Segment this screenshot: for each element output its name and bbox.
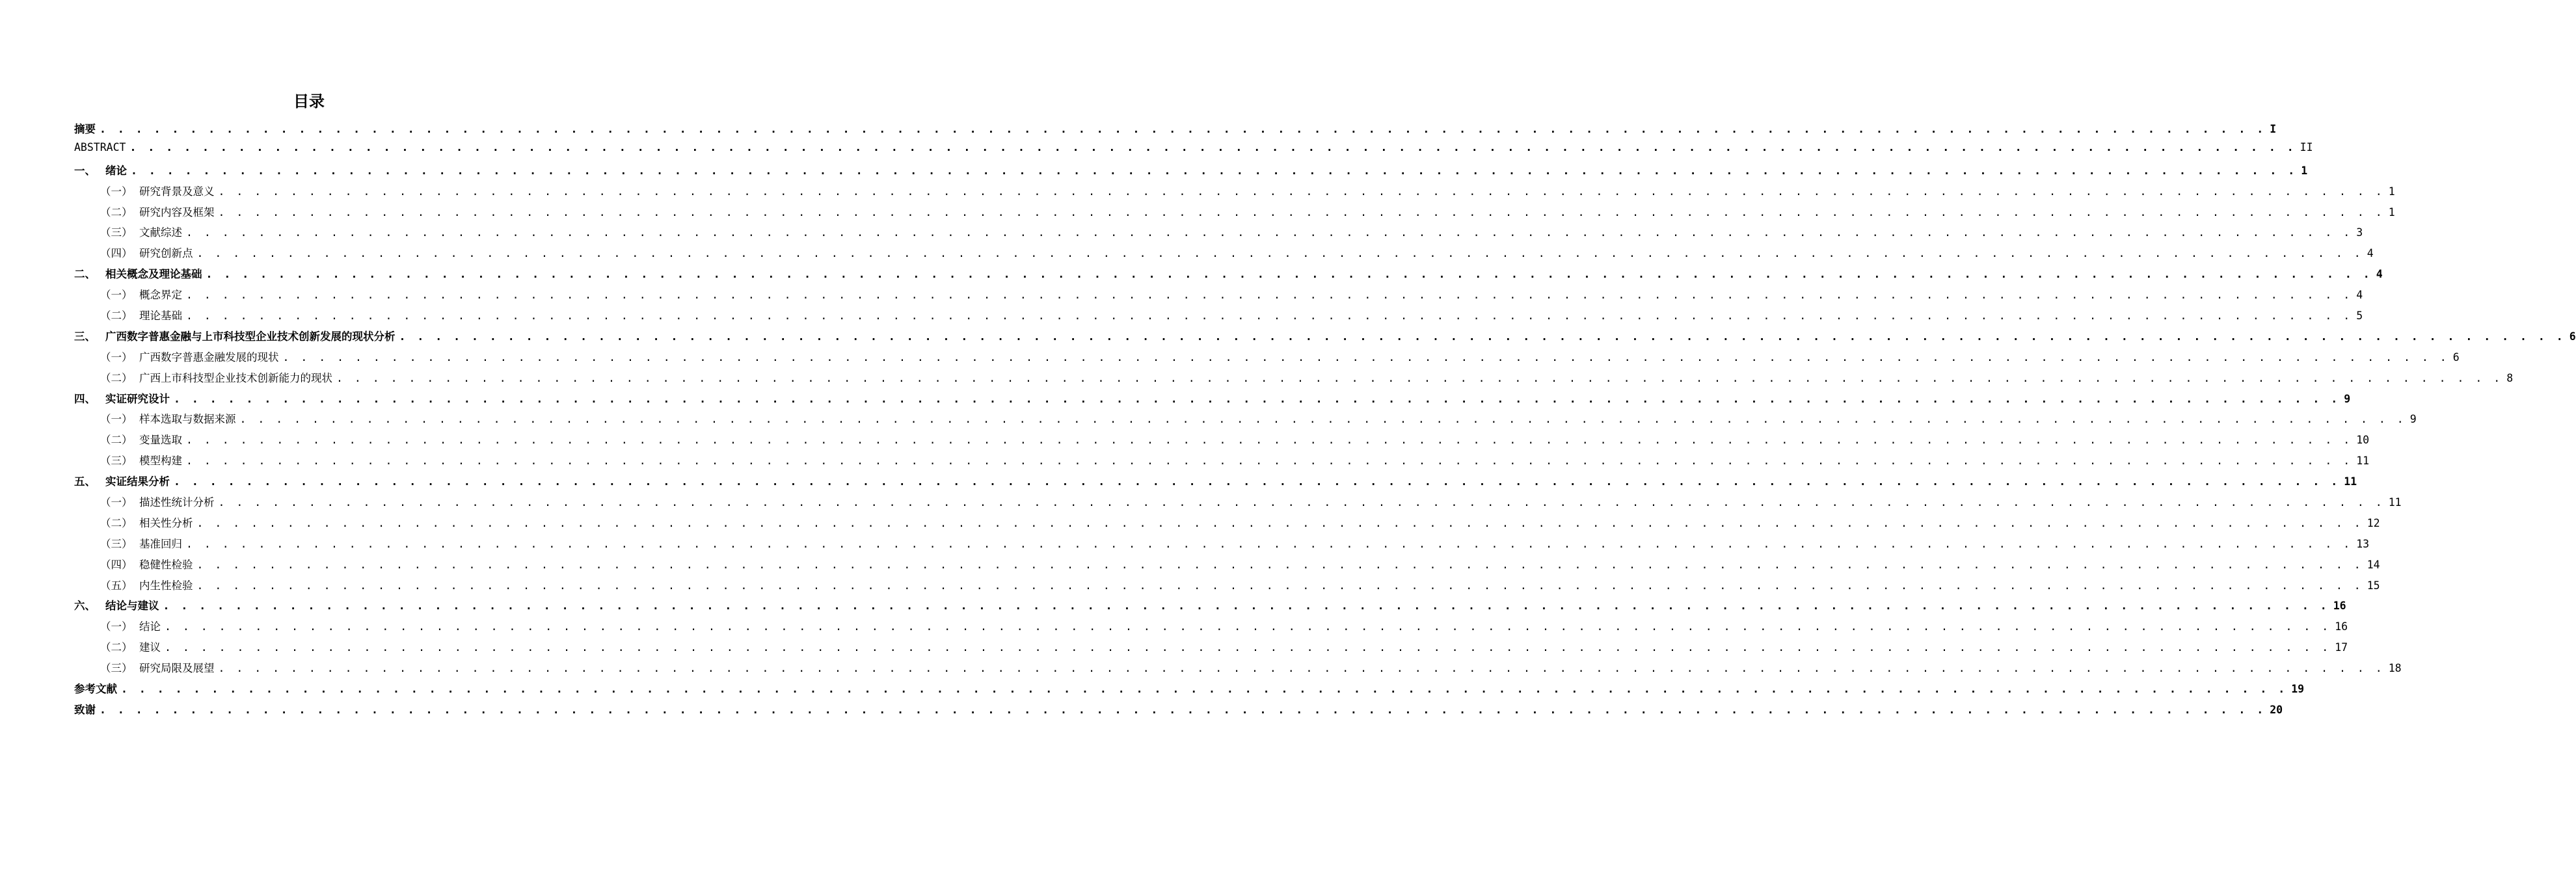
toc-entry-page-number: 14	[2367, 558, 2380, 571]
toc-entry-number: （二）	[100, 310, 133, 323]
toc-entry-number: （二）	[100, 641, 133, 654]
toc-entry[interactable]	[74, 224, 2363, 245]
toc-entry-label: ABSTRACT	[74, 140, 126, 153]
toc-entry-page-number: 12	[2367, 516, 2380, 529]
toc-entry-number: 一、	[74, 164, 96, 177]
toc-entry-label: 参考文献	[74, 683, 117, 696]
toc-entry-page-number: 11	[2388, 496, 2402, 509]
toc-dot-leader: . . . . . . . . . . . . . . . . . . . . . . . . . . . . . . . . . . . . . . . . . . . . . . . . . . . . . . . . . . . . . . . . . . . . . . . . . . . . . . . . . . . . . . . . . . . . . . . . . . . . . . . . . . . . . . . . . . . . . . . .	[206, 268, 2372, 281]
toc-entry-page-number: 20	[2270, 703, 2283, 716]
toc-entry-label: 理论基础	[139, 310, 182, 323]
toc-dot-leader: . . . . . . . . . . . . . . . . . . . . . . . . . . . . . . . . . . . . . . . . . . . . . . . . . . . . . . . . . . . . . . . . . . . . . . . . . . . . . . . . . . . . . . . . . . . . . . . . . . . . . . . . . . . . . . . . . . . . . . . .	[218, 662, 2385, 675]
toc-entry[interactable]	[74, 390, 2351, 411]
toc-entry-number: 五、	[74, 475, 96, 488]
toc-dot-leader: . . . . . . . . . . . . . . . . . . . . . . . . . . . . . . . . . . . . . . . . . . . . . . . . . . . . . . . . . . . . . . . . . . . . . . . . . . . . . . . . . . . . . . . . . . . . . . . . . . . . . . . . . . . . . . . . . . . . . . . .	[186, 455, 2353, 468]
toc-entry-number: 三、	[74, 330, 96, 343]
toc-entry-number: （三）	[100, 226, 133, 239]
toc-entry-number: 六、	[74, 600, 96, 613]
toc-entry-number: （一）	[100, 289, 133, 302]
toc-entry[interactable]	[74, 328, 2576, 349]
toc-entry-page-number: 6	[2569, 330, 2576, 343]
toc-entry[interactable]	[74, 140, 2313, 162]
toc-entry-label: 建议	[139, 641, 161, 654]
toc-entry[interactable]	[74, 701, 2283, 722]
toc-entry-page-number: 19	[2291, 683, 2305, 696]
toc-entry-number: （一）	[100, 351, 133, 364]
toc-entry[interactable]	[74, 535, 2370, 556]
toc-entry-page-number: 6	[2452, 351, 2460, 364]
toc-entry-page-number: 1	[2388, 205, 2395, 218]
toc-dot-leader: . . . . . . . . . . . . . . . . . . . . . . . . . . . . . . . . . . . . . . . . . . . . . . . . . . . . . . . . . . . . . . . . . . . . . . . . . . . . . . . . . . . . . . . . . . . . . . . . . . . . . . . . . . . . . . . . . . . . . . . .	[174, 392, 2341, 405]
toc-entry-label: 内生性检验	[139, 579, 193, 592]
toc-dot-leader: . . . . . . . . . . . . . . . . . . . . . . . . . . . . . . . . . . . . . . . . . . . . . . . . . . . . . . . . . . . . . . . . . . . . . . . . . . . . . . . . . . . . . . . . . . . . . . . . . . . . . . . . . . . . . . . . . . . . . . . .	[399, 330, 2566, 343]
toc-entry[interactable]	[74, 618, 2348, 639]
toc-entry[interactable]	[74, 410, 2417, 431]
toc-dot-leader: . . . . . . . . . . . . . . . . . . . . . . . . . . . . . . . . . . . . . . . . . . . . . . . . . . . . . . . . . . . . . . . . . . . . . . . . . . . . . . . . . . . . . . . . . . . . . . . . . . . . . . . . . . . . . . . . . . . . . . . .	[196, 247, 2363, 260]
toc-entry-label: 结论与建议	[105, 600, 159, 613]
toc-dot-leader: . . . . . . . . . . . . . . . . . . . . . . . . . . . . . . . . . . . . . . . . . . . . . . . . . . . . . . . . . . . . . . . . . . . . . . . . . . . . . . . . . . . . . . . . . . . . . . . . . . . . . . . . . . . . . . . . . . . . . . . .	[218, 205, 2385, 218]
toc-entry-label: 基准回归	[139, 537, 182, 550]
toc-entry-number: （二）	[100, 205, 133, 218]
toc-dot-leader: . . . . . . . . . . . . . . . . . . . . . . . . . . . . . . . . . . . . . . . . . . . . . . . . . . . . . . . . . . . . . . . . . . . . . . . . . . . . . . . . . . . . . . . . . . . . . . . . . . . . . . . . . . . . . . . . . . . . . . . .	[239, 413, 2406, 426]
toc-entry-number: 二、	[74, 268, 96, 281]
toc-entry-number: 四、	[74, 392, 96, 405]
toc-entry-label: 文献综述	[139, 226, 182, 239]
toc-entry-page-number: 17	[2335, 641, 2348, 654]
toc-entry[interactable]	[74, 680, 2305, 701]
toc-entry[interactable]	[74, 597, 2346, 618]
toc-dot-leader: . . . . . . . . . . . . . . . . . . . . . . . . . . . . . . . . . . . . . . . . . . . . . . . . . . . . . . . . . . . . . . . . . . . . . . . . . . . . . . . . . . . . . . . . . . . . . . . . . . . . . . . . . . . . . . . . . . . . . . . .	[131, 164, 2298, 177]
toc-entry-page-number: 8	[2506, 371, 2514, 384]
toc-entry-label: 变量选取	[139, 434, 182, 447]
toc-entry-label: 相关性分析	[139, 516, 193, 529]
toc-dot-leader: . . . . . . . . . . . . . . . . . . . . . . . . . . . . . . . . . . . . . . . . . . . . . . . . . . . . . . . . . . . . . . . . . . . . . . . . . . . . . . . . . . . . . . . . . . . . . . . . . . . . . . . . . . . . . . . . . . . . . . . .	[186, 289, 2353, 302]
toc-entry-number: （二）	[100, 434, 133, 447]
toc-entry-page-number: 11	[2344, 475, 2357, 488]
toc-dot-leader: . . . . . . . . . . . . . . . . . . . . . . . . . . . . . . . . . . . . . . . . . . . . . . . . . . . . . . . . . . . . . . . . . . . . . . . . . . . . . . . . . . . . . . . . . . . . . . . . . . . . . . . . . . . . . . . . . . . . . . . .	[163, 600, 2329, 613]
toc-entry[interactable]	[74, 245, 2374, 265]
toc-entry-page-number: 11	[2356, 455, 2370, 468]
toc-entry[interactable]	[74, 265, 2383, 286]
toc-entry[interactable]	[74, 659, 2402, 680]
toc-entry-label: 模型构建	[139, 455, 182, 468]
toc-entry-label: 研究创新点	[139, 247, 193, 260]
toc-entry[interactable]	[74, 204, 2395, 224]
toc-entry-page-number: 1	[2301, 164, 2308, 177]
toc-entry-number: （二）	[100, 371, 133, 384]
toc-dot-leader: . . . . . . . . . . . . . . . . . . . . . . . . . . . . . . . . . . . . . . . . . . . . . . . . . . . . . . . . . . . . . . . . . . . . . . . . . . . . . . . . . . . . . . . . . . . . . . . . . . . . . . . . . . . . . . . . . . . . . . . .	[100, 703, 2266, 716]
toc-dot-leader: . . . . . . . . . . . . . . . . . . . . . . . . . . . . . . . . . . . . . . . . . . . . . . . . . . . . . . . . . . . . . . . . . . . . . . . . . . . . . . . . . . . . . . . . . . . . . . . . . . . . . . . . . . . . . . . . . . . . . . . .	[196, 558, 2363, 571]
toc-entry-number: （一）	[100, 185, 133, 198]
toc-entry-label: 实证结果分析	[105, 475, 170, 488]
toc-entry[interactable]	[74, 349, 2460, 369]
toc-entry-page-number: 15	[2367, 579, 2380, 592]
toc-entry-page-number: 1	[2388, 185, 2395, 198]
toc-entry-label: 研究内容及框架	[139, 205, 215, 218]
toc-entry-label: 样本选取与数据来源	[139, 413, 236, 426]
toc-entry[interactable]	[74, 286, 2363, 307]
toc-dot-leader: . . . . . . . . . . . . . . . . . . . . . . . . . . . . . . . . . . . . . . . . . . . . . . . . . . . . . . . . . . . . . . . . . . . . . . . . . . . . . . . . . . . . . . . . . . . . . . . . . . . . . . . . . . . . . . . . . . . . . . . .	[282, 351, 2449, 364]
toc-entry-number: （三）	[100, 537, 133, 550]
toc-entry-label: 摘要	[74, 123, 96, 135]
toc-entry[interactable]	[74, 514, 2380, 535]
toc-title: 目录	[293, 92, 325, 111]
toc-entry[interactable]	[74, 556, 2380, 577]
toc-entry-number: （四）	[100, 558, 133, 571]
toc-dot-leader: . . . . . . . . . . . . . . . . . . . . . . . . . . . . . . . . . . . . . . . . . . . . . . . . . . . . . . . . . . . . . . . . . . . . . . . . . . . . . . . . . . . . . . . . . . . . . . . . . . . . . . . . . . . . . . . . . . . . . . . .	[121, 683, 2288, 696]
toc-entry[interactable]	[74, 307, 2363, 328]
table-of-contents	[74, 120, 2576, 722]
toc-entry-page-number: 5	[2356, 310, 2363, 323]
toc-dot-leader: . . . . . . . . . . . . . . . . . . . . . . . . . . . . . . . . . . . . . . . . . . . . . . . . . . . . . . . . . . . . . . . . . . . . . . . . . . . . . . . . . . . . . . . . . . . . . . . . . . . . . . . . . . . . . . . . . . . . . . . .	[186, 310, 2353, 323]
toc-entry[interactable]	[74, 183, 2395, 204]
toc-entry-label: 广西数字普惠金融与上市科技型企业技术创新发展的现状分析	[105, 330, 396, 343]
toc-dot-leader: . . . . . . . . . . . . . . . . . . . . . . . . . . . . . . . . . . . . . . . . . . . . . . . . . . . . . . . . . . . . . . . . . . . . . . . . . . . . . . . . . . . . . . . . . . . . . . . . . . . . . . . . . . . . . . . . . . . . . . . .	[100, 123, 2266, 135]
toc-entry-label: 研究背景及意义	[139, 185, 215, 198]
toc-entry-number: （一）	[100, 413, 133, 426]
toc-entry-page-number: I	[2270, 123, 2277, 135]
toc-entry-page-number: 3	[2356, 226, 2363, 239]
toc-entry-page-number: 9	[2344, 392, 2351, 405]
toc-entry-page-number: 13	[2356, 537, 2370, 550]
toc-entry-number: （三）	[100, 662, 133, 675]
toc-entry-number: （三）	[100, 455, 133, 468]
toc-dot-leader: . . . . . . . . . . . . . . . . . . . . . . . . . . . . . . . . . . . . . . . . . . . . . . . . . . . . . . . . . . . . . . . . . . . . . . . . . . . . . . . . . . . . . . . . . . . . . . . . . . . . . . . . . . . . . . . . . . . . . . . .	[165, 620, 2331, 633]
toc-dot-leader: . . . . . . . . . . . . . . . . . . . . . . . . . . . . . . . . . . . . . . . . . . . . . . . . . . . . . . . . . . . . . . . . . . . . . . . . . . . . . . . . . . . . . . . . . . . . . . . . . . . . . . . . . . . . . . . . . . . . . . . .	[165, 641, 2331, 654]
toc-entry[interactable]	[74, 452, 2370, 473]
toc-dot-leader: . . . . . . . . . . . . . . . . . . . . . . . . . . . . . . . . . . . . . . . . . . . . . . . . . . . . . . . . . . . . . . . . . . . . . . . . . . . . . . . . . . . . . . . . . . . . . . . . . . . . . . . . . . . . . . . . . . . . . . . .	[174, 475, 2341, 488]
toc-entry-label: 相关概念及理论基础	[105, 268, 202, 281]
toc-entry[interactable]	[74, 369, 2514, 390]
toc-dot-leader: . . . . . . . . . . . . . . . . . . . . . . . . . . . . . . . . . . . . . . . . . . . . . . . . . . . . . . . . . . . . . . . . . . . . . . . . . . . . . . . . . . . . . . . . . . . . . . . . . . . . . . . . . . . . . . . . . . . . . . . .	[218, 185, 2385, 198]
toc-entry-page-number: 4	[2367, 247, 2374, 260]
toc-entry-page-number: 4	[2376, 268, 2383, 281]
toc-entry[interactable]	[74, 473, 2357, 494]
toc-dot-leader: . . . . . . . . . . . . . . . . . . . . . . . . . . . . . . . . . . . . . . . . . . . . . . . . . . . . . . . . . . . . . . . . . . . . . . . . . . . . . . . . . . . . . . . . . . . . . . . . . . . . . . . . . . . . . . . . . . . . . . . .	[186, 537, 2353, 550]
toc-entry-page-number: II	[2300, 140, 2313, 153]
toc-entry-label: 结论	[139, 620, 161, 633]
toc-entry-number: （一）	[100, 620, 133, 633]
toc-entry-label: 稳健性检验	[139, 558, 193, 571]
toc-entry-page-number: 16	[2335, 620, 2348, 633]
toc-entry-page-number: 9	[2409, 413, 2417, 426]
toc-entry-label: 绪论	[105, 164, 127, 177]
toc-dot-leader: . . . . . . . . . . . . . . . . . . . . . . . . . . . . . . . . . . . . . . . . . . . . . . . . . . . . . . . . . . . . . . . . . . . . . . . . . . . . . . . . . . . . . . . . . . . . . . . . . . . . . . . . . . . . . . . . . . . . . . . .	[186, 434, 2353, 447]
toc-entry-number: （一）	[100, 496, 133, 509]
toc-entry-page-number: 18	[2388, 662, 2402, 675]
toc-entry[interactable]	[74, 494, 2402, 514]
toc-entry-label: 描述性统计分析	[139, 496, 215, 509]
toc-entry-number: （五）	[100, 579, 133, 592]
toc-dot-leader: . . . . . . . . . . . . . . . . . . . . . . . . . . . . . . . . . . . . . . . . . . . . . . . . . . . . . . . . . . . . . . . . . . . . . . . . . . . . . . . . . . . . . . . . . . . . . . . . . . . . . . . . . . . . . . . . . . . . . . . .	[336, 371, 2503, 384]
toc-entry-page-number: 4	[2356, 289, 2363, 302]
toc-dot-leader: . . . . . . . . . . . . . . . . . . . . . . . . . . . . . . . . . . . . . . . . . . . . . . . . . . . . . . . . . . . . . . . . . . . . . . . . . . . . . . . . . . . . . . . . . . . . . . . . . . . . . . . . . . . . . . . . . . . . . . . .	[218, 496, 2385, 509]
toc-entry-label: 广西数字普惠金融发展的现状	[139, 351, 279, 364]
toc-entry-page-number: 10	[2356, 434, 2370, 447]
toc-entry[interactable]	[74, 162, 2308, 183]
toc-entry-number: （四）	[100, 247, 133, 260]
toc-entry-label: 研究局限及展望	[139, 662, 215, 675]
toc-entry[interactable]	[74, 120, 2277, 141]
toc-entry-number: （二）	[100, 516, 133, 529]
toc-entry-page-number: 16	[2333, 600, 2346, 613]
toc-dot-leader: . . . . . . . . . . . . . . . . . . . . . . . . . . . . . . . . . . . . . . . . . . . . . . . . . . . . . . . . . . . . . . . . . . . . . . . . . . . . . . . . . . . . . . . . . . . . . . . . . . . . . . . . . . . . . . . . . . . . . . . .	[196, 579, 2363, 592]
toc-dot-leader: . . . . . . . . . . . . . . . . . . . . . . . . . . . . . . . . . . . . . . . . . . . . . . . . . . . . . . . . . . . . . . . . . . . . . . . . . . . . . . . . . . . . . . . . . . . . . . . . . . . . . . . . . . . . . . . . . . . . . . . .	[186, 226, 2353, 239]
toc-entry-label: 概念界定	[139, 289, 182, 302]
toc-entry[interactable]	[74, 639, 2348, 659]
toc-dot-leader: . . . . . . . . . . . . . . . . . . . . . . . . . . . . . . . . . . . . . . . . . . . . . . . . . . . . . . . . . . . . . . . . . . . . . . . . . . . . . . . . . . . . . . . . . . . . . . . . . . . . . . . . . . . . . . . . . . . . . . . .	[196, 516, 2363, 529]
toc-entry-label: 实证研究设计	[105, 392, 170, 405]
toc-entry-label: 广西上市科技型企业技术创新能力的现状	[139, 371, 332, 384]
toc-entry[interactable]	[74, 577, 2380, 598]
toc-entry[interactable]	[74, 431, 2370, 452]
toc-entry-label: 致谢	[74, 703, 96, 716]
toc-dot-leader: . . . . . . . . . . . . . . . . . . . . . . . . . . . . . . . . . . . . . . . . . . . . . . . . . . . . . . . . . . . . . . . . . . . . . . . . . . . . . . . . . . . . . . . . . . . . . . . . . . . . . . . . . . . . . . . . . . . . . . . .	[129, 140, 2296, 153]
